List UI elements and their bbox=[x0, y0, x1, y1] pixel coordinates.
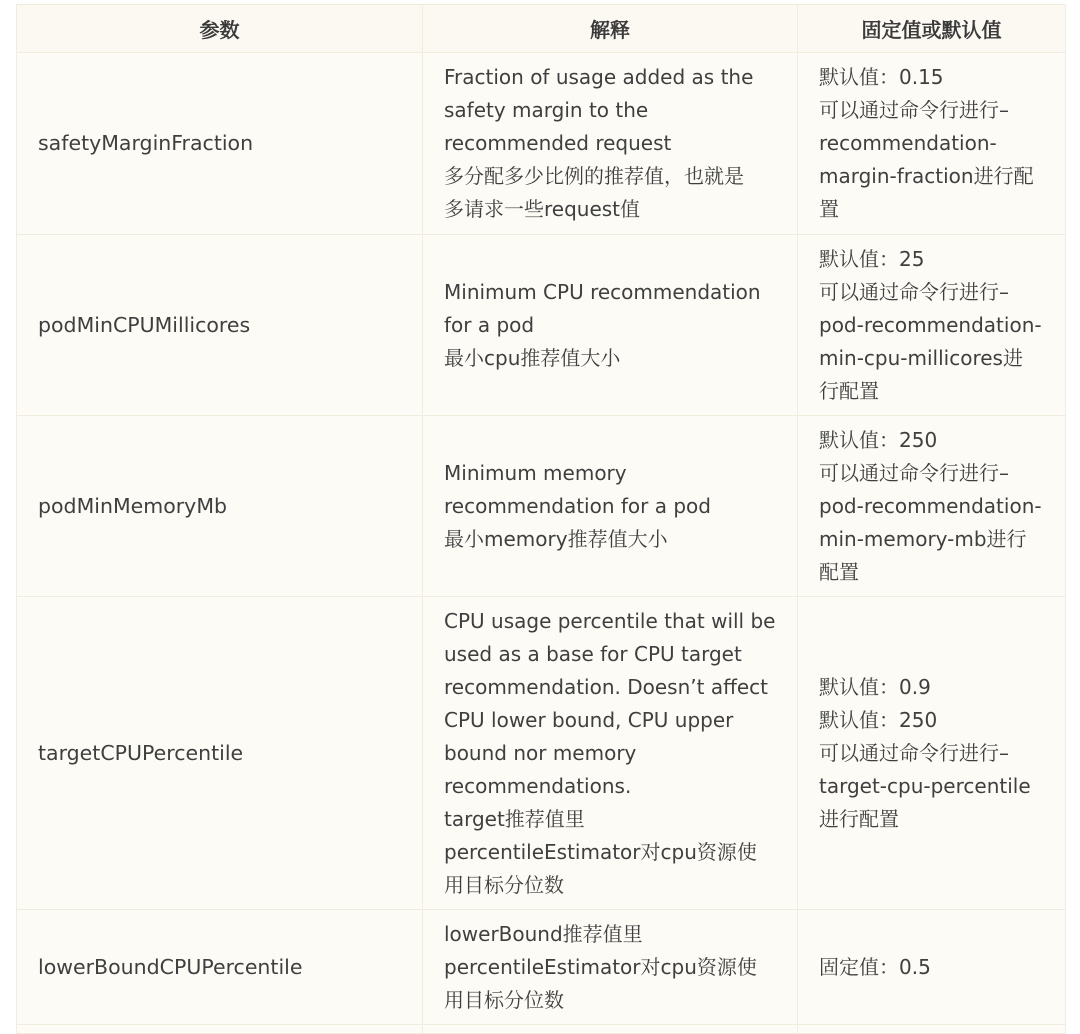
table-header bbox=[17, 5, 1066, 53]
explain-line: safety margin to the bbox=[444, 98, 649, 122]
empty-cell bbox=[423, 1025, 798, 1034]
table-row bbox=[17, 416, 1066, 597]
explain-line: 多分配多少比例的推荐值，也就是 bbox=[444, 164, 744, 188]
param-name: targetCPUPercentile bbox=[38, 740, 244, 765]
explain-line: recommendations. bbox=[444, 773, 632, 798]
table-row bbox=[17, 53, 1066, 235]
explain-line: target推荐值里 bbox=[444, 806, 585, 831]
empty-cell bbox=[17, 1025, 423, 1034]
table-row bbox=[17, 910, 1066, 1025]
param-name-cell bbox=[17, 235, 423, 416]
param-name-cell bbox=[17, 53, 423, 235]
default-line: 默认值：25 bbox=[819, 246, 925, 271]
default-line: 置 bbox=[819, 197, 839, 221]
default-line: 默认值：0.15 bbox=[819, 65, 944, 89]
default-line: 进行配置 bbox=[819, 806, 899, 831]
table-row bbox=[17, 597, 1066, 910]
explain-cell bbox=[423, 235, 798, 416]
default-cell bbox=[798, 53, 1066, 235]
explain-line: 用目标分位数 bbox=[444, 987, 564, 1012]
default-line: 可以通过命令行进行– bbox=[819, 460, 1009, 485]
default-line: 可以通过命令行进行– bbox=[819, 740, 1009, 765]
explain-line: recommendation for a pod bbox=[444, 493, 711, 518]
default-cell bbox=[798, 597, 1066, 910]
default-line: margin-fraction进行配 bbox=[819, 164, 1034, 188]
empty-cell bbox=[798, 1025, 1066, 1034]
default-line: 可以通过命令行进行– bbox=[819, 279, 1009, 304]
default-line: target-cpu-percentile bbox=[819, 773, 1031, 798]
header-row bbox=[17, 5, 1066, 53]
param-name-cell bbox=[17, 597, 423, 910]
explain-line: recommended request bbox=[444, 131, 672, 155]
explain-cell bbox=[423, 910, 798, 1025]
explain-line: bound nor memory bbox=[444, 740, 637, 765]
parameter-table-container bbox=[16, 4, 1065, 1034]
default-line: 默认值：250 bbox=[819, 707, 938, 732]
table-body bbox=[17, 53, 1066, 1034]
default-line: 可以通过命令行进行– bbox=[819, 98, 1009, 122]
default-line: 行配置 bbox=[819, 378, 879, 403]
explain-cell bbox=[423, 53, 798, 235]
table-row-partial bbox=[17, 1025, 1066, 1034]
explain-line: for a pod bbox=[444, 312, 535, 337]
explain-line: 最小memory推荐值大小 bbox=[444, 526, 668, 551]
param-name: safetyMarginFraction bbox=[38, 131, 254, 155]
header-default: 固定值或默认值 bbox=[798, 5, 1066, 53]
default-line: 固定值：0.5 bbox=[819, 954, 931, 979]
explain-cell bbox=[423, 416, 798, 597]
param-name-cell bbox=[17, 416, 423, 597]
param-name: podMinMemoryMb bbox=[38, 493, 228, 518]
explain-line: Minimum CPU recommendation bbox=[444, 279, 761, 304]
explain-line: Minimum memory bbox=[444, 460, 627, 485]
param-name: podMinCPUMillicores bbox=[38, 312, 251, 337]
explain-line: percentileEstimator对cpu资源使 bbox=[444, 839, 757, 864]
param-name-cell bbox=[17, 910, 423, 1025]
header-explain: 解释 bbox=[423, 5, 798, 53]
default-line: 默认值：0.9 bbox=[819, 674, 931, 699]
explain-line: 用目标分位数 bbox=[444, 872, 564, 897]
param-name: lowerBoundCPUPercentile bbox=[38, 954, 303, 979]
explain-line: used as a base for CPU target bbox=[444, 641, 742, 666]
default-line: recommendation- bbox=[819, 131, 997, 155]
default-cell bbox=[798, 910, 1066, 1025]
explain-cell bbox=[423, 597, 798, 910]
default-line: 默认值：250 bbox=[819, 427, 938, 452]
header-param: 参数 bbox=[17, 5, 423, 53]
explain-line: Fraction of usage added as the bbox=[444, 65, 754, 89]
default-line: min-memory-mb进行 bbox=[819, 526, 1027, 551]
default-cell bbox=[798, 416, 1066, 597]
default-line: min-cpu-millicores进 bbox=[819, 345, 1023, 370]
explain-line: recommendation. Doesn’t affect bbox=[444, 674, 769, 699]
table-row bbox=[17, 235, 1066, 416]
default-line: pod-recommendation- bbox=[819, 312, 1042, 337]
explain-line: lowerBound推荐值里 bbox=[444, 921, 643, 946]
parameter-table bbox=[16, 4, 1066, 1034]
explain-line: 最小cpu推荐值大小 bbox=[444, 345, 621, 370]
explain-line: CPU lower bound, CPU upper bbox=[444, 707, 734, 732]
explain-line: percentileEstimator对cpu资源使 bbox=[444, 954, 757, 979]
default-line: 配置 bbox=[819, 559, 859, 584]
explain-line: 多请求一些request值 bbox=[444, 197, 641, 221]
default-line: pod-recommendation- bbox=[819, 493, 1042, 518]
explain-line: CPU usage percentile that will be bbox=[444, 608, 776, 633]
default-cell bbox=[798, 235, 1066, 416]
